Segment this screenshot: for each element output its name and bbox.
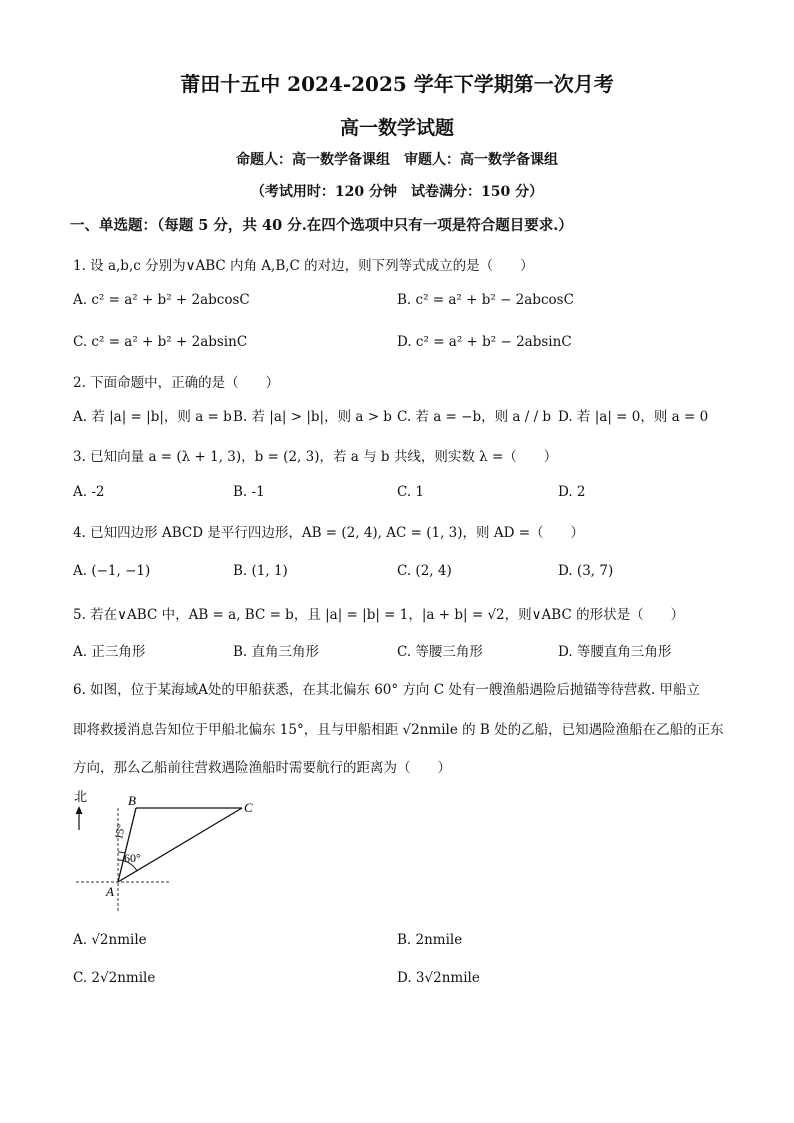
section-heading: 一、单选题：（每题 5 分，共 40 分.在四个选项中只有一项是符合题目要求.） [70,217,573,234]
q5-option-d: D. 等腰直角三角形 [558,644,672,660]
q6-option-a: A. √2nmile [73,932,147,948]
angle-60-label: 60° [124,851,141,865]
point-b-label: B [128,793,136,808]
q4-option-c: C. (2, 4) [397,563,452,579]
q6-option-c: C. 2√2nmile [73,970,156,986]
q2-option-c: C. 若 a = −b，则 a / / b [397,409,552,425]
angle-15-label: 15° [113,823,128,841]
q2-option-b: B. 若 |a| > |b|，则 a > b [233,409,392,425]
north-arrow-icon [76,806,83,814]
q5-stem: 5. 若在∨ABC 中，AB = a, BC = b，且 |a| = |b| = 1，|a + b| = √2，则∨ABC 的形状是（ ） [73,607,685,623]
exam-authors: 命题人：高一数学备课组 审题人：高一数学备课组 [236,152,558,168]
north-label: 北 [74,790,88,805]
q6-stem-line3: 方向，那么乙船前往营救遇险渔船时需要航行的距离为（ ） [73,760,451,776]
exam-subtitle: 高一数学试题 [339,117,454,139]
q4-option-a: A. (−1, −1) [73,563,151,579]
q1-stem: 1. 设 a,b,c 分别为∨ABC 内角 A,B,C 的对边，则下列等式成立的是（ ） [73,258,534,274]
q4-stem: 4. 已知四边形 ABCD 是平行四边形，AB = (2, 4), AC = (1, 3)，则 AD =（ ） [73,525,585,541]
q1-option-c: C. c² = a² + b² + 2absinC [73,334,248,350]
q3-option-c: C. 1 [397,484,425,500]
q1-option-a: A. c² = a² + b² + 2abcosC [73,292,250,308]
segment-ab [118,808,136,882]
exam-title: 莆田十五中 2024-2025 学年下学期第一次月考 [180,72,614,96]
q2-option-a: A. 若 |a| = |b|，则 a = b [73,409,232,425]
q3-stem: 3. 已知向量 a = (λ + 1, 3)，b = (2, 3)，若 a 与 b 共线，则实数 λ =（ ） [73,449,558,465]
q5-option-c: C. 等腰三角形 [397,644,483,660]
q6-stem-line1: 6. 如图，位于某海域A处的甲船获悉，在其北偏东 60° 方向 C 处有一艘渔船遇险后抛锚等待营救. 甲船立 [73,682,700,698]
q1-option-d: D. c² = a² + b² − 2absinC [397,334,572,350]
q3-option-b: B. -1 [233,484,265,500]
q3-option-d: D. 2 [558,484,586,500]
navigation-diagram [62,786,272,916]
exam-info: （考试用时：120 分钟 试卷满分：150 分） [250,184,544,200]
q2-stem: 2. 下面命题中，正确的是（ ） [73,375,280,391]
q4-option-b: B. (1, 1) [233,563,288,579]
q4-option-d: D. (3, 7) [558,563,614,579]
q3-option-a: A. -2 [73,484,105,500]
q1-option-b: B. c² = a² + b² − 2abcosC [397,292,574,308]
q2-option-d: D. 若 |a| = 0，则 a = 0 [558,409,709,425]
q5-option-a: A. 正三角形 [73,644,146,660]
q6-option-d: D. 3√2nmile [397,970,480,986]
q5-option-b: B. 直角三角形 [233,644,320,660]
q6-option-b: B. 2nmile [397,932,463,948]
q6-stem-line2: 即将救援消息告知位于甲船北偏东 15°，且与甲船相距 √2nmile 的 B 处的乙船，已知遇险渔船在乙船的正东 [73,722,724,738]
point-a-label: A [106,884,114,899]
point-c-label: C [244,800,253,815]
